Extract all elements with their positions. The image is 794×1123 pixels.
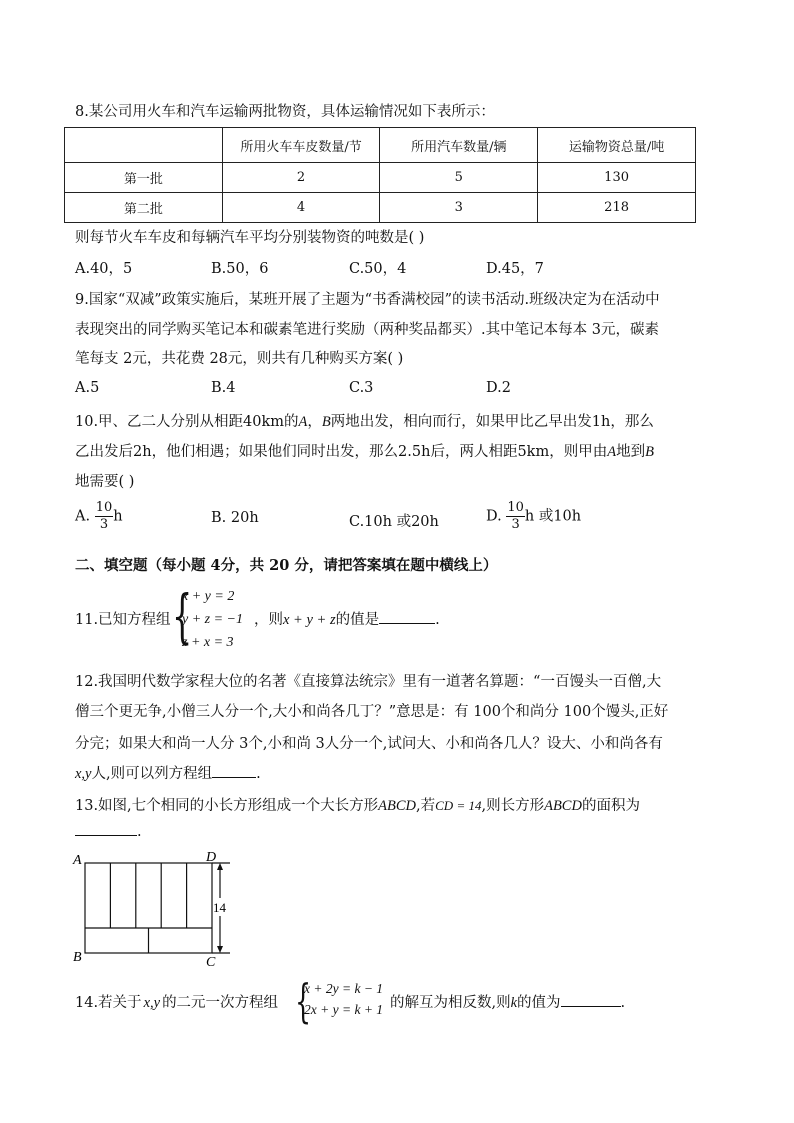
table-header-cell: 所用汽车数量/辆 <box>380 128 538 163</box>
q8-table <box>64 127 696 223</box>
point-b: B <box>321 414 331 430</box>
q11-equation-system <box>182 585 243 654</box>
q11-end: . <box>435 612 440 628</box>
q10-option-a-suffix: h <box>113 508 123 525</box>
q9-line3: 笔每支 2元，共花费 28元，则共有几种购买方案( ) <box>75 351 404 367</box>
point-a: A <box>298 414 308 430</box>
dimension-label: 14 <box>213 900 226 915</box>
q13-mid2: ,则长方形 <box>481 798 545 814</box>
fraction-denominator: 3 <box>99 517 109 532</box>
table-cell: 130 <box>538 163 696 193</box>
q10-comma: ， <box>307 414 322 430</box>
table-cell: 218 <box>538 193 696 223</box>
q8-option-c: C.50，4 <box>349 261 407 277</box>
q8-option-b: B.50，6 <box>211 261 269 277</box>
q14-prefix-line <box>75 991 278 1012</box>
q14-variables: x,y <box>143 995 161 1011</box>
label-c: C <box>206 955 216 968</box>
equation: 2x + y = k + 1 <box>304 1002 384 1017</box>
q9-option-b: B.4 <box>211 380 236 396</box>
q14-mid: 的二元一次方程组 <box>162 995 279 1011</box>
q13-end: . <box>137 824 142 840</box>
q12-line2: 僧三个更无争,小僧三人分一个,大小和尚各几丁？”意思是：有 100个和尚分 100个馒头,正好 <box>75 704 669 720</box>
table-cell: 4 <box>222 193 380 223</box>
q10-line2-b: 地到 <box>616 444 646 460</box>
equation: z + x = 3 <box>182 635 234 650</box>
table-cell: 5 <box>380 163 538 193</box>
q10-option-a-prefix: A. <box>75 508 91 525</box>
q14-k: k <box>510 995 518 1011</box>
q9-option-d: D.2 <box>486 380 511 396</box>
q12-end: . <box>256 766 261 782</box>
table-row <box>65 163 696 193</box>
table-cell: 第一批 <box>65 163 223 193</box>
q8-question: 则每节火车车皮和每辆汽车平均分别装物资的吨数是( ) <box>75 230 425 246</box>
q9-option-c: C.3 <box>349 380 374 396</box>
table-cell: 第二批 <box>65 193 223 223</box>
q14-suffix-b: 的值为 <box>517 995 561 1011</box>
q14-suffix-a: 的解互为相反数,则 <box>390 995 511 1011</box>
table-header-cell: 所用火车车皮数量/节 <box>222 128 380 163</box>
q10-line2-a: 乙出发后2h，他们相遇；如果他们同时出发，那么2.5h后，两人相距5km，则甲由 <box>75 444 608 460</box>
table-cell: 2 <box>222 163 380 193</box>
q11-tail <box>254 608 440 629</box>
answer-blank <box>379 623 435 624</box>
q13-line1 <box>75 794 640 815</box>
q10-line2 <box>75 440 654 461</box>
point-b: B <box>645 444 654 460</box>
q14-tail <box>390 991 625 1012</box>
fraction-numerator: 10 <box>95 500 113 515</box>
q10-option-a <box>75 500 123 533</box>
equation: x + y = 2 <box>182 589 235 604</box>
equation: x + 2y = k − 1 <box>304 981 384 996</box>
q11-expression: x + y + z <box>283 612 336 628</box>
table-cell: 3 <box>380 193 538 223</box>
q13-condition: CD = 14 <box>435 798 482 813</box>
rectangle-figure <box>70 848 250 968</box>
answer-blank <box>212 777 256 778</box>
q13-line2 <box>75 824 142 840</box>
fraction-numerator: 10 <box>507 500 524 515</box>
q10-line1 <box>75 410 654 431</box>
equation: y + z = −1 <box>182 612 244 627</box>
q10-option-c: C.10h 或20h <box>349 514 439 530</box>
arrow-up-icon <box>217 863 223 870</box>
q8-option-d: D.45，7 <box>486 261 544 277</box>
q10-line3: 地需要( ) <box>75 474 135 490</box>
q13-suffix: 的面积为 <box>581 798 640 814</box>
q10-line1-a: 10.甲、乙二人分别从相距40km的 <box>75 414 299 430</box>
table-row <box>65 193 696 223</box>
table-header-row <box>65 128 696 163</box>
q10-option-d <box>486 500 581 533</box>
q12-line4-text: 人,则可以列方程组 <box>91 766 213 782</box>
answer-blank <box>561 1006 621 1007</box>
q14-equation-system <box>304 978 383 1020</box>
q12-line1: 12.我国明代数学家程大位的名著《直接算法统宗》里有一道著名算题：“一百馒头一百僧,大 <box>75 674 662 690</box>
point-a: A <box>607 444 617 460</box>
fraction <box>506 500 525 533</box>
left-brace-icon: { <box>172 582 193 650</box>
label-a: A <box>73 853 82 868</box>
q9-line1: 9.国家“双减”政策实施后，某班开展了主题为“书香满校园”的读书活动.班级决定为在活动中 <box>75 292 660 308</box>
label-b: B <box>73 950 82 965</box>
q9-line2: 表现突出的同学购买笔记本和碳素笔进行奖励（两种奖品都买）.其中笔记本每本 3元，碳素 <box>75 322 659 338</box>
q12-line4 <box>75 762 261 783</box>
fraction-denominator: 3 <box>511 517 520 532</box>
q11-prefix: 11.已知方程组 <box>75 612 171 628</box>
q14-prefix: 14.若关于 <box>75 995 142 1011</box>
q10-line1-b: 两地出发，相向而行，如果甲比乙早出发1h，那么 <box>330 414 654 430</box>
rect-label: ABCD <box>544 798 582 814</box>
table-header-cell <box>65 128 223 163</box>
fraction <box>95 500 114 533</box>
answer-blank <box>75 835 137 836</box>
q11-suffix-a: ，则 <box>254 612 283 628</box>
left-brace-icon: { <box>295 974 312 1028</box>
q13-mid: ,若 <box>416 798 436 814</box>
q12-line3: 分完；如果大和尚一人分 3个,小和尚 3人分一个,试问大、小和尚各几人？设大、小和尚各有 <box>75 736 663 752</box>
q14-end: . <box>620 995 626 1011</box>
q12-variables: x,y <box>75 766 92 782</box>
q13-prefix: 13.如图,七个相同的小长方形组成一个大长方形 <box>75 798 379 814</box>
label-d: D <box>206 850 217 865</box>
q10-option-d-suffix: h 或10h <box>524 508 582 525</box>
q9-option-a: A.5 <box>75 380 100 396</box>
section-heading: 二、填空题（每小题 4分，共 20 分，请把答案填在题中横线上） <box>75 557 498 574</box>
q11-suffix-b: 的值是 <box>335 612 380 628</box>
q8-option-a: A.40，5 <box>75 261 133 277</box>
rect-label: ABCD <box>378 798 417 814</box>
arrow-down-icon <box>217 946 223 953</box>
table-header-cell: 运输物资总量/吨 <box>538 128 696 163</box>
q10-option-d-prefix: D. <box>486 508 502 525</box>
q10-option-b: B. 20h <box>211 510 259 526</box>
q8-text: 8.某公司用火车和汽车运输两批物资，具体运输情况如下表所示： <box>75 104 495 120</box>
